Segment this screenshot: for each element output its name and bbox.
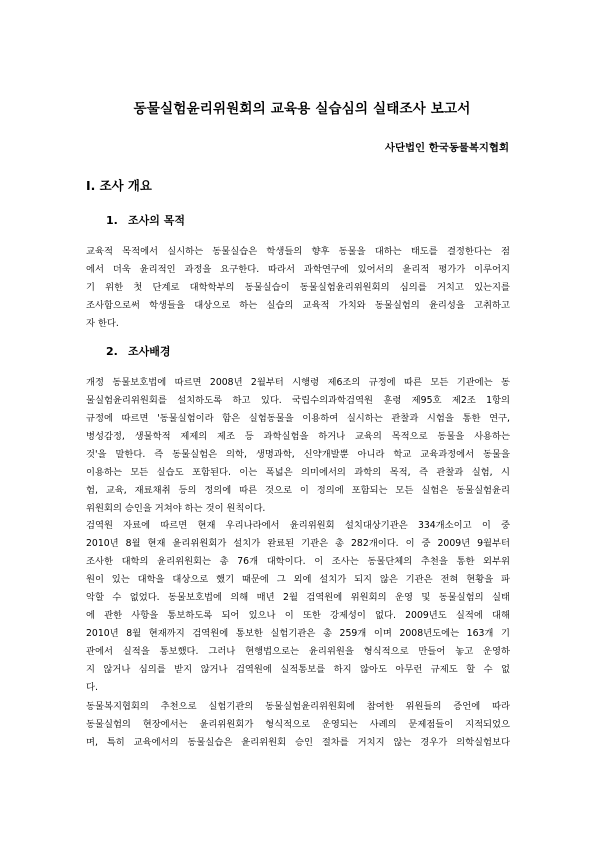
document-title: 동물실험윤리위원회의 교육용 실습심의 실태조사 보고서: [133, 101, 471, 117]
text-line: 다.: [86, 682, 98, 693]
text-line: 검역원 자료에 따르면 현재 우리나라에서 윤리위원회 설치대상기관은 334개소이고 이 중: [86, 520, 510, 531]
text-line: 험, 교육, 재료채취 등의 정의에 따른 것으로 이 정의에 포함되는 모든 실험은 동물실험윤리: [86, 485, 510, 496]
subsection-number: 1.: [106, 214, 118, 227]
subsection-heading-background: [106, 343, 171, 359]
text-line: 규정에 따르면 '동물실험이라 함은 실험동물을 이용하여 실시하는 관찰과 시험을 통한 연구,: [86, 413, 510, 424]
paragraph-background-2: [86, 517, 510, 697]
text-line: 교육적 목적에서 실시하는 동물실습은 학생들의 향후 동물을 대하는 태도를 결정한다는 점: [86, 246, 510, 257]
text-line: 자 한다.: [86, 318, 119, 329]
text-line: 위원회의 승인을 거쳐야 하는 것이 원칙이다.: [86, 503, 266, 514]
subsection-title: 조사의 목적: [128, 214, 185, 227]
paragraph-background-3: [86, 698, 510, 752]
text-line: 동물실험의 현장에서는 윤리위원회가 형식적으로 운영되는 사례의 문제점들이 지적되었으: [86, 719, 510, 730]
section-heading: I. 조사 개요: [86, 178, 152, 193]
text-line: 것'을 말한다. 즉 동물실험은 의학, 생명과학, 신약개발뿐 아니라 학교 교육과정에서 동물을: [86, 449, 510, 460]
paragraph-background-1: [86, 374, 510, 518]
organization-name: 사단법인 한국동물복지협회: [384, 142, 509, 154]
text-line: 관에서 실적을 통보했다. 그러나 현행법으로는 윤리위원을 형식적으로 만들어 놓고 운영하: [86, 646, 510, 657]
text-line: 조사한 대학의 윤리위원회는 총 76개 대학이다. 이 조사는 동물단체의 추천을 통한 외부위: [86, 556, 510, 567]
text-line: 지 않거나 심의를 받지 않거나 검역원에 실적통보를 하지 않아도 아무런 규제도 할 수 없: [86, 664, 510, 675]
text-line: 2010년 8월 현재까지 검역원에 통보한 실험기관은 총 259개 이며 2008년도에는 163개 기: [86, 628, 510, 639]
text-line: 며, 특히 교육에서의 동물실습은 윤리위원회 승인 절차를 거치지 않는 경우가 의학실험보다: [86, 737, 510, 748]
text-line: 기 위한 첫 단계로 대학학부의 동물실습이 동물실험윤리위원회의 심의를 거치고 있는지를: [86, 282, 510, 293]
text-line: 병성감정, 생물학적 제제의 제조 등 과학실험을 하거나 교육의 목적으로 동물을 사용하는: [86, 431, 510, 442]
text-line: 물실험윤리위원회를 설치하도록 하고 있다. 국립수의과학검역원 훈령 제95호 제2조 1항의: [86, 395, 510, 406]
text-line: 에 관한 사항을 통보하도록 되어 있으나 이 또한 강제성이 없다. 2009년도 실적에 대해: [86, 610, 510, 621]
text-line: 원이 있는 대학을 대상으로 했기 때문에 그 외에 설치가 되지 않은 기관은 전혀 현황을 파: [86, 574, 510, 585]
text-line: 2010년 8월 현재 윤리위원회가 설치가 완료된 기관은 총 282개이다. 이 중 2009년 9월부터: [86, 538, 510, 549]
subsection-heading-purpose: [106, 212, 185, 228]
paragraph-purpose: [86, 243, 510, 333]
text-line: 이용하는 모든 실습도 포함된다. 이는 폭넓은 의미에서의 과학의 목적, 즉 관찰과 실험, 시: [86, 467, 510, 478]
text-line: 악할 수 없었다. 동물보호법에 의해 매년 2월 검역원에 위원회의 운영 및 동물실험의 실태: [86, 592, 510, 603]
text-line: 조사함으로써 학생들을 대상으로 하는 실습의 교육적 가치와 동물실험의 윤리성을 고취하고: [86, 300, 510, 311]
text-line: 개정 동물보호법에 따르면 2008년 2월부터 시행령 제6조의 규정에 따른 모든 기관에는 동: [86, 377, 510, 388]
text-line: 에서 더욱 윤리적인 과정을 요구한다. 따라서 과학연구에 있어서의 윤리적 평가가 이루어지: [86, 264, 510, 275]
text-line: 동물복지협회의 추천으로 실험기관의 동물실험윤리위원회에 참여한 위원들의 증언에 따라: [86, 701, 510, 712]
subsection-number: 2.: [106, 345, 118, 358]
subsection-title: 조사배경: [128, 345, 171, 358]
